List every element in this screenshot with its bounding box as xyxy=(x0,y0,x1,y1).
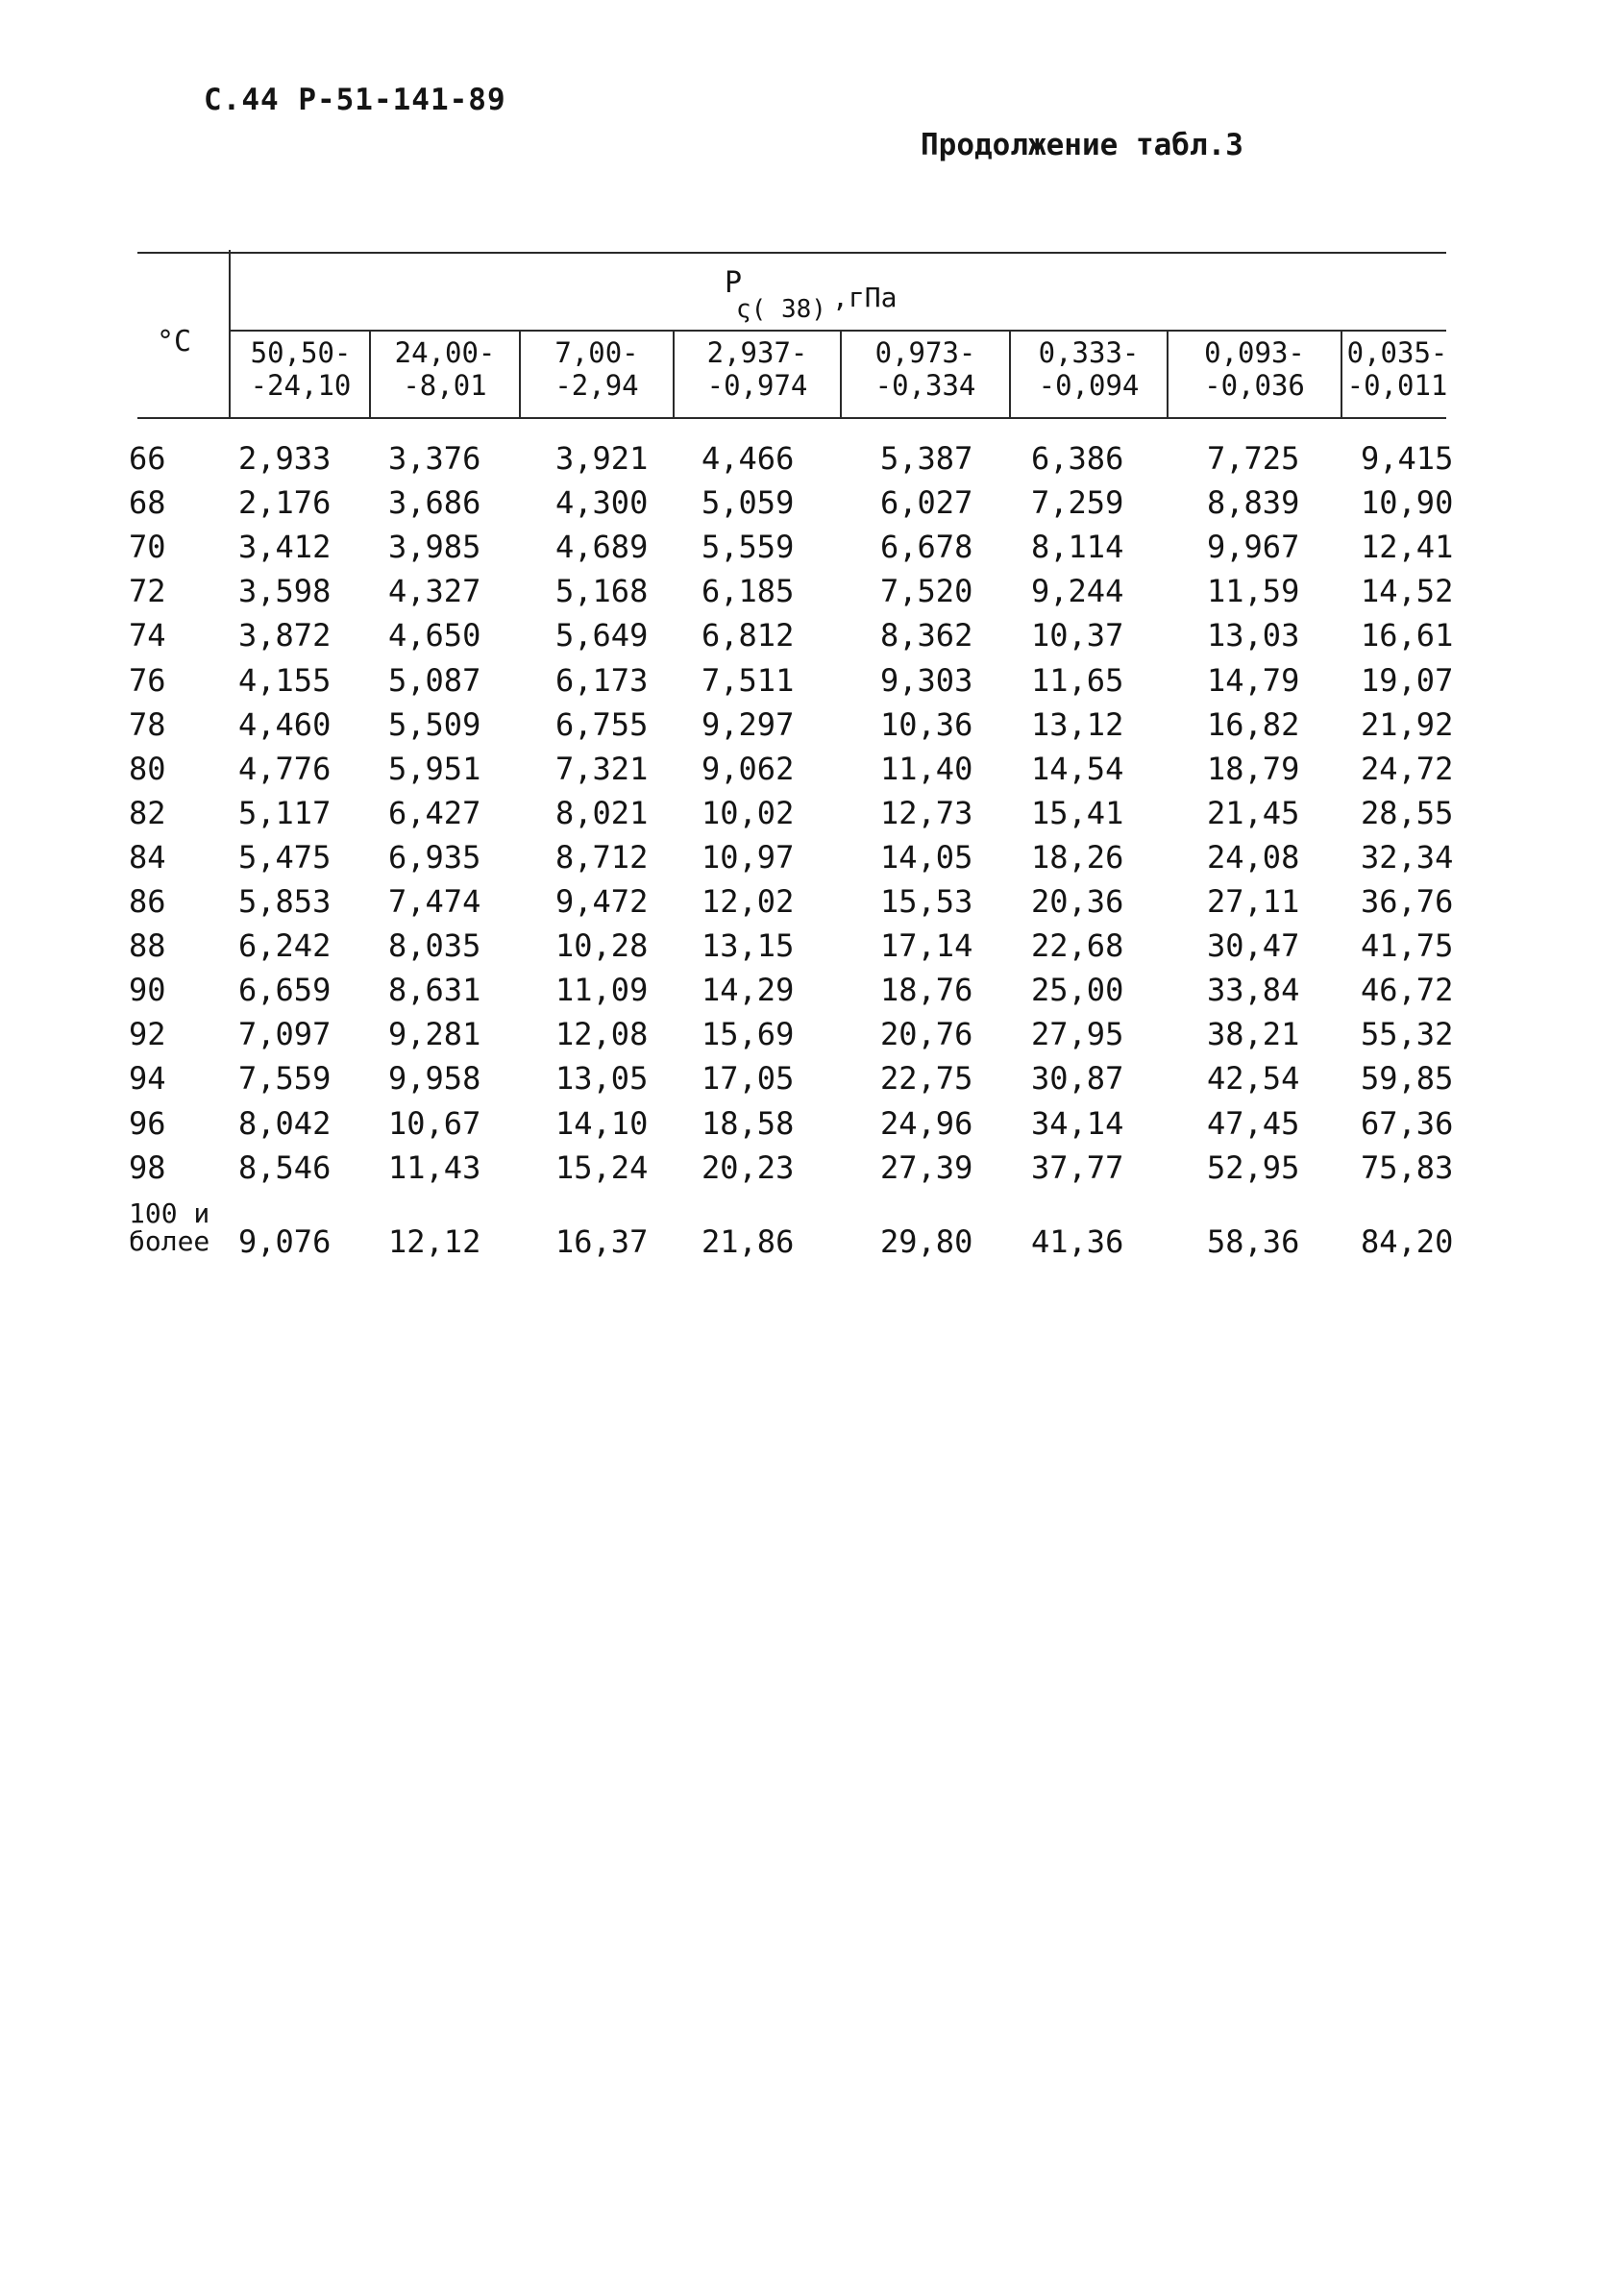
table-cell: 24,72 xyxy=(1361,751,1454,787)
table-cell: 67,36 xyxy=(1361,1105,1454,1142)
range-header: 0,093- -0,036 xyxy=(1204,336,1305,402)
row-temperature: 66 xyxy=(129,440,166,477)
table-cell: 14,52 xyxy=(1361,573,1454,609)
table-cell: 42,54 xyxy=(1207,1060,1300,1097)
table-cell: 8,631 xyxy=(388,972,481,1008)
row-temperature: 80 xyxy=(129,751,166,787)
table-cell: 3,921 xyxy=(555,440,649,477)
table-cell: 14,05 xyxy=(880,839,973,876)
column-divider xyxy=(1009,332,1011,418)
table-cell: 9,297 xyxy=(701,706,795,743)
row-temperature: 98 xyxy=(129,1149,166,1186)
table-cell: 27,11 xyxy=(1207,883,1300,920)
table-cell: 5,387 xyxy=(880,440,973,477)
table-cell: 8,042 xyxy=(238,1105,332,1142)
range-header: 7,00- -2,94 xyxy=(554,336,639,402)
table-cell: 14,54 xyxy=(1031,751,1124,787)
table-cell: 11,09 xyxy=(555,972,649,1008)
table-cell: 11,43 xyxy=(388,1149,481,1186)
row-temperature: 94 xyxy=(129,1060,166,1097)
row-temperature: 86 xyxy=(129,883,166,920)
table-cell: 7,321 xyxy=(555,751,649,787)
table-cell: 9,303 xyxy=(880,662,973,699)
table-cell: 4,650 xyxy=(388,617,481,654)
table-cell: 5,853 xyxy=(238,883,332,920)
table-cell: 12,12 xyxy=(388,1223,481,1260)
table-cell: 6,935 xyxy=(388,839,481,876)
table-cell: 4,776 xyxy=(238,751,332,787)
pressure-subscript: ς( 38) xyxy=(736,295,826,324)
column-divider xyxy=(673,332,675,418)
table-cell: 52,95 xyxy=(1207,1149,1300,1186)
table-cell: 27,95 xyxy=(1031,1016,1124,1052)
row-temperature: 100 и xyxy=(129,1197,210,1229)
table-cell: 9,062 xyxy=(701,751,795,787)
table-cell: 24,08 xyxy=(1207,839,1300,876)
range-header: 0,973- -0,334 xyxy=(874,336,976,402)
table-cell: 19,07 xyxy=(1361,662,1454,699)
table-cell: 6,242 xyxy=(238,927,332,964)
table-cell: 16,82 xyxy=(1207,706,1300,743)
table-cell: 28,55 xyxy=(1361,795,1454,831)
table-cell: 12,02 xyxy=(701,883,795,920)
table-cell: 22,75 xyxy=(880,1060,973,1097)
table-cell: 6,027 xyxy=(880,484,973,521)
range-header: 50,50- -24,10 xyxy=(250,336,352,402)
table-cell: 10,28 xyxy=(555,927,649,964)
table-cell: 15,41 xyxy=(1031,795,1124,831)
table-cell: 47,45 xyxy=(1207,1105,1300,1142)
row-temperature: 74 xyxy=(129,617,166,654)
row-temperature: 72 xyxy=(129,573,166,609)
table-cell: 17,14 xyxy=(880,927,973,964)
row-temperature: 84 xyxy=(129,839,166,876)
row-temperature-suffix: более xyxy=(129,1225,210,1257)
table-cell: 7,559 xyxy=(238,1060,332,1097)
table-cell: 8,362 xyxy=(880,617,973,654)
table-cell: 84,20 xyxy=(1361,1223,1454,1260)
table-cell: 17,05 xyxy=(701,1060,795,1097)
table-cell: 16,61 xyxy=(1361,617,1454,654)
table-cell: 36,76 xyxy=(1361,883,1454,920)
range-header: 2,937- -0,974 xyxy=(706,336,808,402)
header-divider xyxy=(229,250,231,419)
table-subheader-rule xyxy=(231,330,1446,332)
table-cell: 55,32 xyxy=(1361,1016,1454,1052)
table-cell: 33,84 xyxy=(1207,972,1300,1008)
table-cell: 10,90 xyxy=(1361,484,1454,521)
page-header: С.44 Р-51-141-89 xyxy=(204,83,506,117)
row-temperature: 88 xyxy=(129,927,166,964)
table-cell: 6,678 xyxy=(880,529,973,565)
table-cell: 5,475 xyxy=(238,839,332,876)
table-cell: 2,176 xyxy=(238,484,332,521)
pressure-symbol: P xyxy=(725,266,743,300)
table-cell: 37,77 xyxy=(1031,1149,1124,1186)
table-cell: 59,85 xyxy=(1361,1060,1454,1097)
table-cell: 9,415 xyxy=(1361,440,1454,477)
table-cell: 15,24 xyxy=(555,1149,649,1186)
table-cell: 18,79 xyxy=(1207,751,1300,787)
table-cell: 2,933 xyxy=(238,440,332,477)
table-cell: 8,712 xyxy=(555,839,649,876)
column-divider xyxy=(519,332,521,418)
table-cell: 10,67 xyxy=(388,1105,481,1142)
table-cell: 4,300 xyxy=(555,484,649,521)
table-cell: 6,173 xyxy=(555,662,649,699)
table-cell: 9,958 xyxy=(388,1060,481,1097)
table-cell: 24,96 xyxy=(880,1105,973,1142)
table-cell: 12,41 xyxy=(1361,529,1454,565)
table-cell: 18,76 xyxy=(880,972,973,1008)
table-cell: 4,155 xyxy=(238,662,332,699)
table-cell: 8,839 xyxy=(1207,484,1300,521)
table-cell: 9,472 xyxy=(555,883,649,920)
table-cell: 20,76 xyxy=(880,1016,973,1052)
table-cell: 9,281 xyxy=(388,1016,481,1052)
table-cell: 7,259 xyxy=(1031,484,1124,521)
table-cell: 14,10 xyxy=(555,1105,649,1142)
range-header: 24,00- -8,01 xyxy=(394,336,496,402)
table-cell: 5,087 xyxy=(388,662,481,699)
table-cell: 21,86 xyxy=(701,1223,795,1260)
table-cell: 4,689 xyxy=(555,529,649,565)
table-cell: 5,059 xyxy=(701,484,795,521)
table-cell: 7,725 xyxy=(1207,440,1300,477)
row-temperature: 92 xyxy=(129,1016,166,1052)
table-cell: 16,37 xyxy=(555,1223,649,1260)
table-cell: 6,755 xyxy=(555,706,649,743)
table-cell: 38,21 xyxy=(1207,1016,1300,1052)
table-cell: 15,53 xyxy=(880,883,973,920)
table-cell: 3,376 xyxy=(388,440,481,477)
table-cell: 4,466 xyxy=(701,440,795,477)
table-continuation-label: Продолжение табл.3 xyxy=(921,128,1243,162)
table-cell: 13,05 xyxy=(555,1060,649,1097)
table-cell: 7,511 xyxy=(701,662,795,699)
table-cell: 3,985 xyxy=(388,529,481,565)
table-cell: 30,87 xyxy=(1031,1060,1124,1097)
table-cell: 29,80 xyxy=(880,1223,973,1260)
table-cell: 46,72 xyxy=(1361,972,1454,1008)
table-cell: 5,117 xyxy=(238,795,332,831)
table-cell: 10,97 xyxy=(701,839,795,876)
table-cell: 41,75 xyxy=(1361,927,1454,964)
table-cell: 7,097 xyxy=(238,1016,332,1052)
table-cell: 3,686 xyxy=(388,484,481,521)
table-cell: 14,29 xyxy=(701,972,795,1008)
table-cell: 20,36 xyxy=(1031,883,1124,920)
row-temperature: 70 xyxy=(129,529,166,565)
column-divider xyxy=(840,332,842,418)
column-divider xyxy=(369,332,371,418)
table-cell: 12,73 xyxy=(880,795,973,831)
table-cell: 5,951 xyxy=(388,751,481,787)
table-cell: 4,460 xyxy=(238,706,332,743)
table-cell: 75,83 xyxy=(1361,1149,1454,1186)
table-header-bottom-rule xyxy=(137,417,1446,419)
table-cell: 11,65 xyxy=(1031,662,1124,699)
pressure-unit: ,гПа xyxy=(832,282,898,313)
table-cell: 10,37 xyxy=(1031,617,1124,654)
table-cell: 8,114 xyxy=(1031,529,1124,565)
table-cell: 30,47 xyxy=(1207,927,1300,964)
table-cell: 27,39 xyxy=(880,1149,973,1186)
pressure-header xyxy=(725,266,898,324)
table-cell: 34,14 xyxy=(1031,1105,1124,1142)
table-cell: 4,327 xyxy=(388,573,481,609)
table-cell: 5,509 xyxy=(388,706,481,743)
table-cell: 3,412 xyxy=(238,529,332,565)
table-cell: 22,68 xyxy=(1031,927,1124,964)
table-cell: 11,59 xyxy=(1207,573,1300,609)
table-cell: 20,23 xyxy=(701,1149,795,1186)
table-cell: 13,15 xyxy=(701,927,795,964)
row-temperature: 82 xyxy=(129,795,166,831)
table-cell: 7,520 xyxy=(880,573,973,609)
table-cell: 15,69 xyxy=(701,1016,795,1052)
table-cell: 10,02 xyxy=(701,795,795,831)
table-cell: 9,076 xyxy=(238,1223,332,1260)
column-divider xyxy=(1167,332,1169,418)
row-temperature: 96 xyxy=(129,1105,166,1142)
row-temperature: 78 xyxy=(129,706,166,743)
table-cell: 9,244 xyxy=(1031,573,1124,609)
table-cell: 11,40 xyxy=(880,751,973,787)
range-header: 0,333- -0,094 xyxy=(1038,336,1140,402)
table-cell: 13,12 xyxy=(1031,706,1124,743)
table-cell: 14,79 xyxy=(1207,662,1300,699)
table-cell: 6,386 xyxy=(1031,440,1124,477)
table-cell: 18,58 xyxy=(701,1105,795,1142)
table-cell: 10,36 xyxy=(880,706,973,743)
table-cell: 12,08 xyxy=(555,1016,649,1052)
table-cell: 8,035 xyxy=(388,927,481,964)
table-cell: 5,649 xyxy=(555,617,649,654)
table-cell: 8,021 xyxy=(555,795,649,831)
table-cell: 5,168 xyxy=(555,573,649,609)
row-temperature: 68 xyxy=(129,484,166,521)
table-cell: 6,659 xyxy=(238,972,332,1008)
table-cell: 18,26 xyxy=(1031,839,1124,876)
range-header: 0,035- -0,011 xyxy=(1346,336,1448,402)
table-cell: 7,474 xyxy=(388,883,481,920)
table-cell: 21,45 xyxy=(1207,795,1300,831)
table-cell: 13,03 xyxy=(1207,617,1300,654)
row-temperature: 90 xyxy=(129,972,166,1008)
temperature-column-header: °С xyxy=(157,325,192,358)
table-cell: 6,812 xyxy=(701,617,795,654)
table-cell: 3,598 xyxy=(238,573,332,609)
table-cell: 58,36 xyxy=(1207,1223,1300,1260)
table-cell: 32,34 xyxy=(1361,839,1454,876)
row-temperature: 76 xyxy=(129,662,166,699)
table-cell: 8,546 xyxy=(238,1149,332,1186)
table-top-rule xyxy=(137,252,1446,254)
table-cell: 6,427 xyxy=(388,795,481,831)
table-cell: 6,185 xyxy=(701,573,795,609)
table-cell: 25,00 xyxy=(1031,972,1124,1008)
column-divider xyxy=(1341,332,1342,418)
table-cell: 3,872 xyxy=(238,617,332,654)
table-cell: 41,36 xyxy=(1031,1223,1124,1260)
table-cell: 5,559 xyxy=(701,529,795,565)
table-cell: 21,92 xyxy=(1361,706,1454,743)
table-cell: 9,967 xyxy=(1207,529,1300,565)
